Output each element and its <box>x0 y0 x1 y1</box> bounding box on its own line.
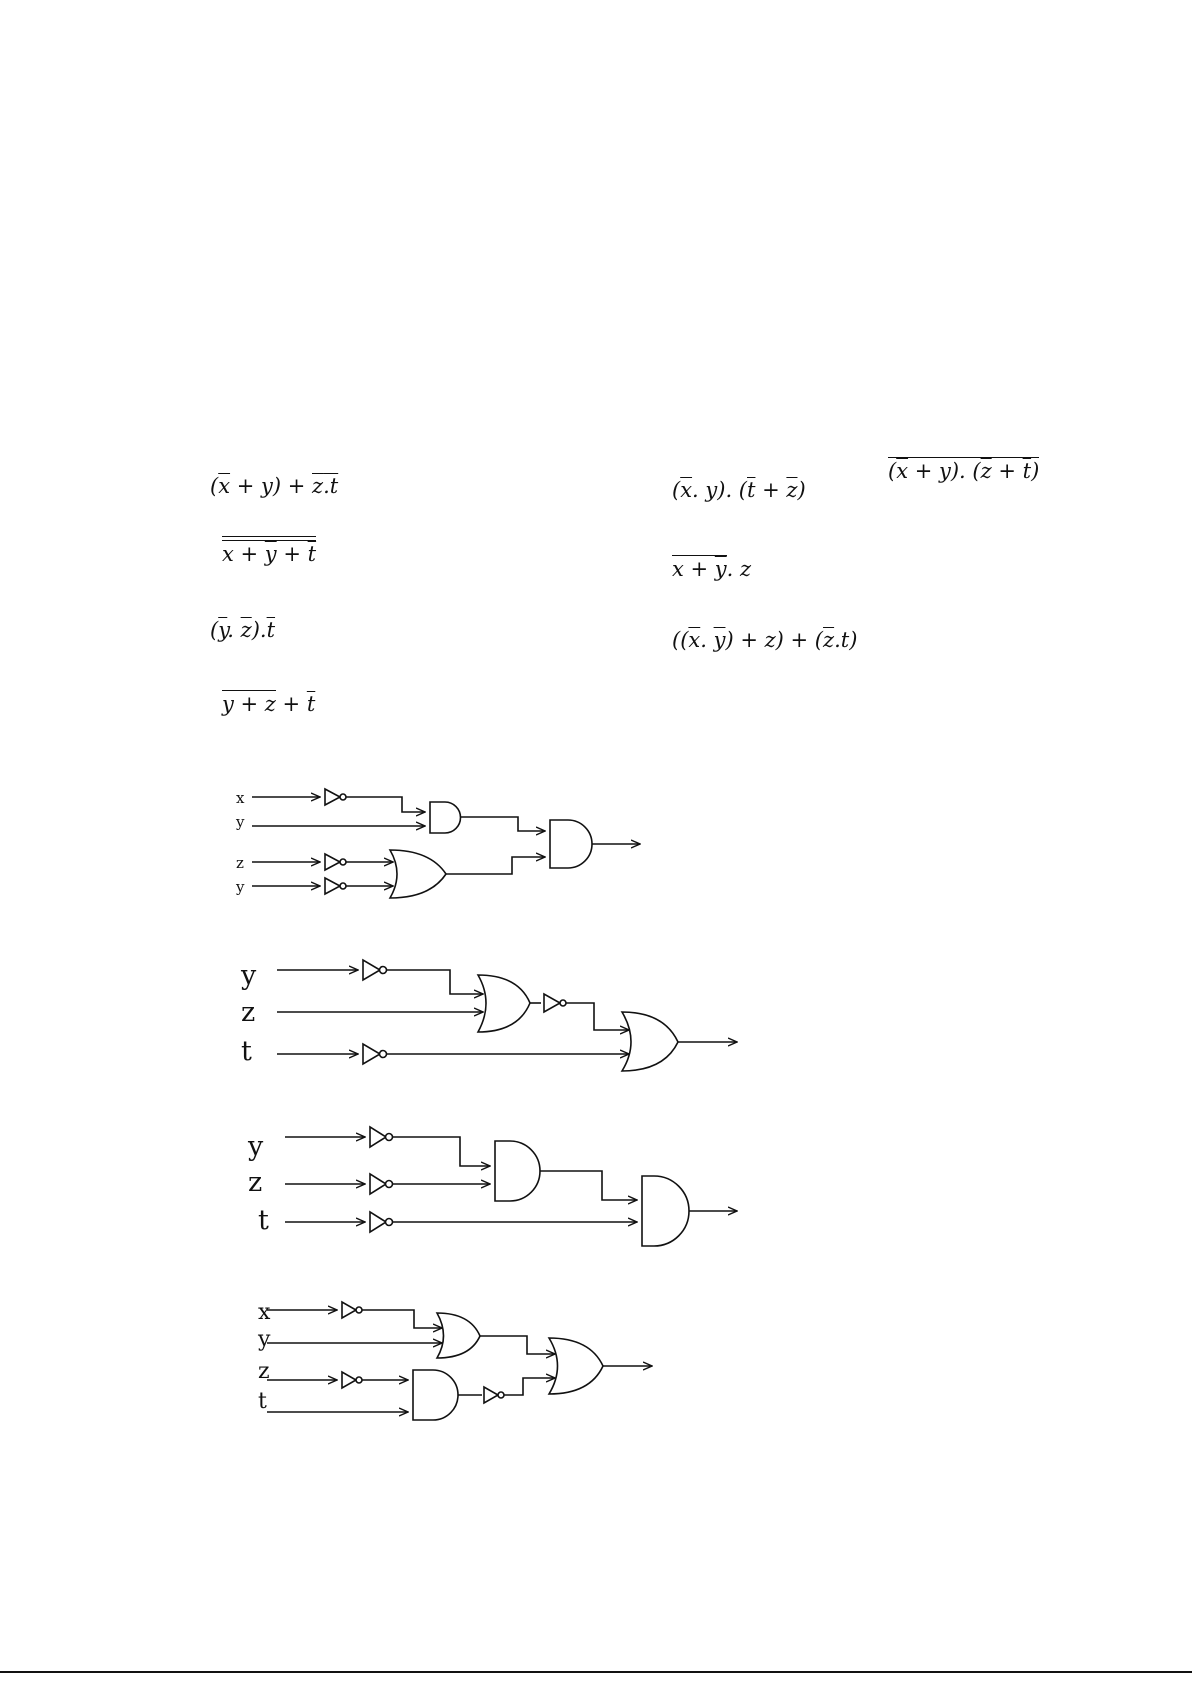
circuit-3 <box>247 1127 737 1246</box>
expression-4: $y + z + \overline{t}$ <box>222 692 316 716</box>
circuit-3-input-t: t <box>258 1205 269 1236</box>
and-gate <box>430 802 461 833</box>
circuit-1-input-z: z <box>236 854 244 872</box>
not-gate <box>342 1372 356 1388</box>
and-gate <box>413 1370 458 1420</box>
or-gate-output <box>549 1338 603 1394</box>
circuit-4-input-x: x <box>258 1300 271 1325</box>
circuit-4-input-y: y <box>258 1327 271 1352</box>
expression-6: $(\overline{x} + y)$. $(\overline{z} + \overline{t})$ <box>888 459 1040 483</box>
not-gate <box>484 1387 498 1403</box>
expression-1: $(\overline{x} + y) + z.t$ <box>210 474 339 498</box>
expression-7: $x + \overline{y}$. z <box>672 557 752 581</box>
circuit-4-input-z: z <box>258 1359 270 1384</box>
not-gate <box>363 960 380 980</box>
circuit-2 <box>240 960 737 1071</box>
expression-3: ($\overline{y}$. $\overline{z}).\overline{t}$ <box>210 618 276 642</box>
circuit-3-input-z: z <box>248 1167 263 1198</box>
expression-2: $x + \overline{y} + \overline{t}$ <box>222 536 316 572</box>
or-gate-output <box>622 1012 678 1071</box>
not-gate <box>370 1212 386 1232</box>
circuit-3-input-y: y <box>248 1131 264 1162</box>
and-gate-output <box>550 820 592 868</box>
or-gate <box>478 975 530 1032</box>
not-gate <box>325 789 340 805</box>
circuit-1 <box>235 789 640 898</box>
circuit-4-input-t: t <box>258 1389 267 1414</box>
circuit-1-input-y2: y <box>236 878 245 896</box>
and-gate-output <box>642 1176 689 1246</box>
not-gate <box>370 1174 386 1194</box>
expression-5: ($\overline{x}$. y). $(\overline{t} + \overline{z})$ <box>672 478 806 502</box>
circuit-2-input-y: y <box>241 960 257 991</box>
not-gate <box>370 1127 386 1147</box>
and-gate <box>495 1141 540 1201</box>
circuit-1-input-y: y <box>236 813 245 831</box>
circuit-1-input-x: x <box>236 789 245 807</box>
not-gate <box>544 994 560 1012</box>
not-gate <box>325 854 340 870</box>
not-gate <box>363 1044 380 1064</box>
not-gate <box>342 1302 356 1318</box>
not-gate <box>325 878 340 894</box>
circuit-2-input-z: z <box>241 997 256 1028</box>
expression-8: (($\overline{x}$. $\overline{y}) + z) + (\overline{z}.t)$ <box>672 628 858 652</box>
circuit-2-input-t: t <box>241 1036 252 1067</box>
page-footer-rule <box>0 1671 1192 1673</box>
or-gate <box>437 1313 480 1358</box>
circuit-4 <box>257 1300 652 1420</box>
or-gate <box>390 850 446 898</box>
